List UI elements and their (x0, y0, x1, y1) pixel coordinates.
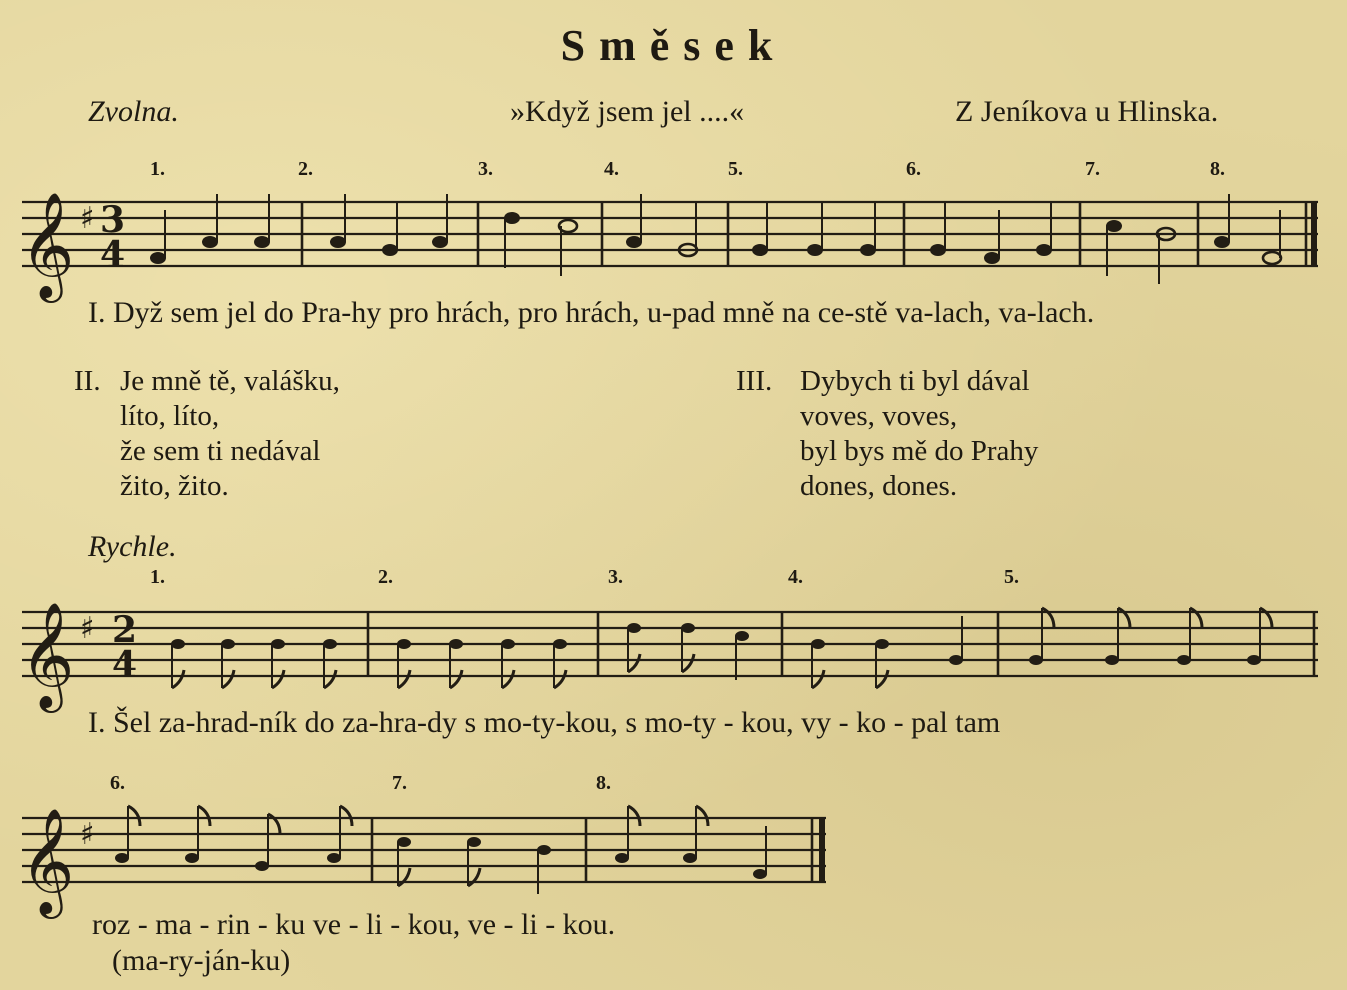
eighth-note (255, 814, 280, 871)
note (432, 236, 448, 248)
music-staff-2 (0, 590, 1347, 720)
song-incipit: »Když jsem jel ....« (510, 95, 745, 128)
measure-number: 4. (604, 158, 619, 180)
eighth-note (681, 623, 695, 672)
verse-line: Je mně tě, valášku, (120, 365, 340, 397)
note (752, 244, 768, 256)
note (330, 236, 346, 248)
verse-line: voves, voves, (800, 400, 958, 432)
time-signature-top: 2 (112, 609, 138, 651)
note (860, 244, 876, 256)
eighth-note (875, 639, 889, 688)
eighth-note (1177, 608, 1202, 665)
sharp-icon: ♯ (80, 611, 95, 646)
measure-number: 8. (596, 772, 611, 794)
eighth-note (323, 639, 337, 688)
measure-number: 3. (608, 566, 623, 588)
lyrics-line: I. Dyž sem jel do Pra-hy pro hrách, pro hrách, u-pad mně na ce-stě va-lach, va-lach. (88, 296, 1095, 329)
measure-number: 8. (1210, 158, 1225, 180)
eighth-note (397, 837, 411, 886)
measure-number: 1. (150, 566, 165, 588)
note (626, 236, 642, 248)
measure-number: 5. (728, 158, 743, 180)
treble-clef-icon: 𝄞 (20, 601, 75, 708)
note (1036, 244, 1052, 256)
eighth-note (449, 639, 463, 688)
measure-number: 6. (906, 158, 921, 180)
treble-clef-icon: 𝄞 (20, 191, 75, 298)
verse-line: Dybych ti byl dával (800, 365, 1030, 397)
lyrics-alternative: (ma-ry-ján-ku) (112, 944, 291, 977)
note (504, 212, 520, 224)
verse-line: že sem ti nedával (120, 435, 321, 467)
measure-number: 7. (1085, 158, 1100, 180)
verse-line: dones, dones. (800, 470, 958, 502)
half-note (1263, 252, 1281, 264)
lyrics-line: roz - ma - rin - ku ve - li - kou, ve - li - kou. (92, 908, 616, 941)
eighth-note (1105, 608, 1130, 665)
verse-number: III. (736, 365, 773, 397)
eighth-note (171, 639, 185, 688)
eighth-note (397, 639, 411, 688)
measure-number: 3. (478, 158, 493, 180)
time-signature-bottom: 4 (112, 644, 138, 686)
tempo-marking-1: Zvolna. (88, 95, 179, 128)
eighth-note (501, 639, 515, 688)
measure-number: 5. (1004, 566, 1019, 588)
measure-number: 2. (298, 158, 313, 180)
quarter-note (537, 845, 551, 894)
music-staff-3 (0, 796, 1347, 926)
verse-line: žito, žito. (120, 470, 229, 502)
song-origin: Z Jeníkova u Hlinska. (955, 95, 1219, 128)
note (254, 236, 270, 248)
treble-clef-icon: 𝄞 (20, 807, 75, 914)
note (150, 252, 166, 264)
note (202, 236, 218, 248)
eighth-note (1247, 608, 1272, 665)
verse-line: líto, líto, (120, 400, 220, 432)
music-staff-1 (0, 180, 1347, 310)
time-signature-bottom: 4 (100, 234, 126, 276)
eighth-note (271, 639, 285, 688)
eighth-note (811, 639, 825, 688)
page-title: Směsek (560, 21, 787, 70)
measure-number: 6. (110, 772, 125, 794)
eighth-note (221, 639, 235, 688)
eighth-note (467, 837, 481, 886)
eighth-note (627, 623, 641, 672)
tempo-marking-2: Rychle. (88, 530, 177, 563)
quarter-note (949, 616, 963, 665)
note (382, 244, 398, 256)
measure-number: 4. (788, 566, 803, 588)
measure-number: 7. (392, 772, 407, 794)
measure-number: 2. (378, 566, 393, 588)
note (1214, 236, 1230, 248)
quarter-note (735, 631, 749, 680)
lyrics-line: I. Šel za-hrad-ník do za-hra-dy s mo-ty-kou, s mo-ty - kou, vy - ko - pal tam (88, 706, 1001, 739)
sharp-icon: ♯ (80, 817, 95, 852)
sharp-icon: ♯ (80, 201, 95, 236)
eighth-note (553, 639, 567, 688)
measure-number: 1. (150, 158, 165, 180)
note (984, 252, 1000, 264)
verse-line: byl bys mě do Prahy (800, 435, 1039, 467)
note (930, 244, 946, 256)
eighth-note (1029, 608, 1054, 665)
note (1106, 220, 1122, 232)
verse-number: II. (74, 365, 101, 397)
time-signature-top: 3 (100, 199, 126, 241)
note (807, 244, 823, 256)
